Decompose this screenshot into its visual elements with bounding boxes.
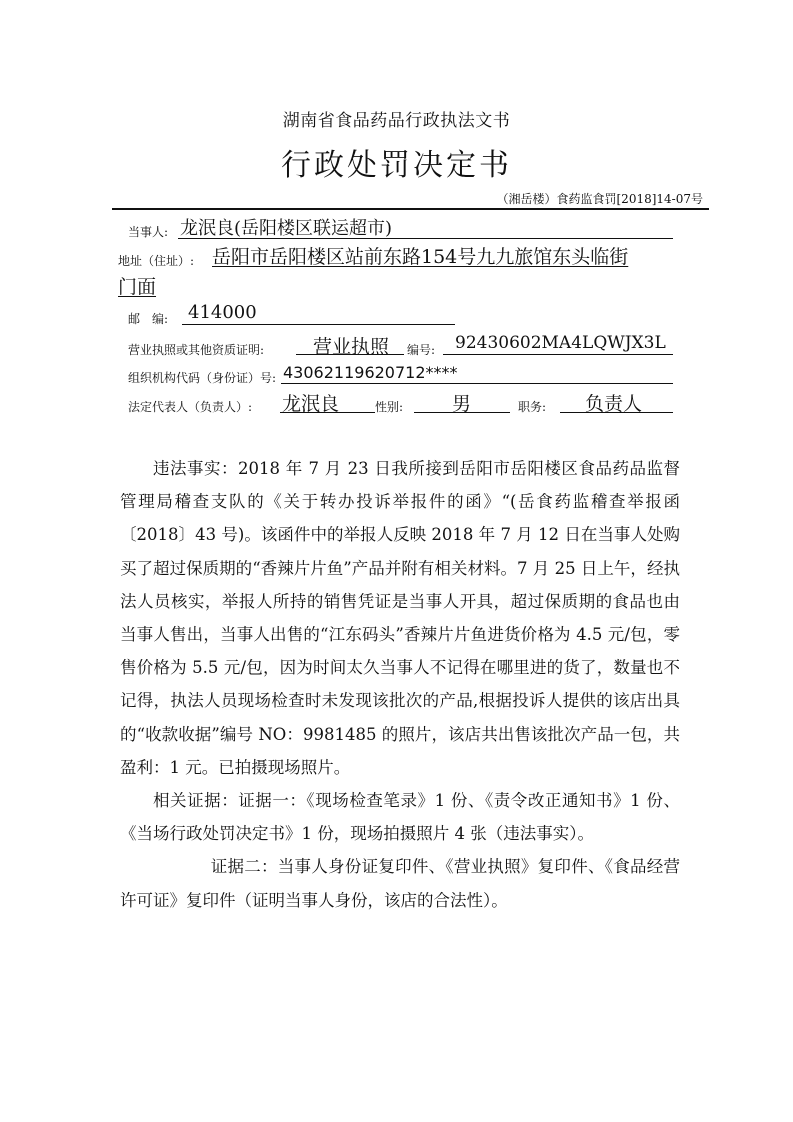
evidence-1-paragraph: 相关证据：证据一：《现场检查笔录》1 份、《责令改正通知书》1 份、《当场行政处罚决定书》1 份，现场拍摄照片 4 张（违法事实）。 xyxy=(120,791,680,844)
party-label: 当事人: xyxy=(128,225,169,239)
rep-underline xyxy=(280,412,375,413)
license-label: 营业执照或其他资质证明: xyxy=(128,343,265,357)
org-code-value: 43062119620712**** xyxy=(283,363,458,382)
evidence-2-paragraph: 证据二：当事人身份证复印件、《营业执照》复印件、《食品经营许可证》复印件（证明当事人身份，该店的合法性）。 xyxy=(120,857,680,910)
address-value-line1: 岳阳市岳阳楼区站前东路154号九九旅馆东头临街 xyxy=(212,246,629,268)
rep-value: 龙泯良 xyxy=(282,393,340,415)
illegal-facts-paragraph: 违法事实：2018 年 7 月 23 日我所接到岳阳市岳阳楼区食品药品监督管理局稽查支队的《关于转办投诉举报件的函》“(岳食药监稽查举报函〔2018〕43 号)。该函件中的举报人反映 2018 年 7 月 12 日在当事人处购买了超过保质期的“香辣片片鱼”产品并附有相关材料。7 月 25 日上午，经执法人员核实，举报人所持的销售凭证是当事人开具，超过保质期的食品也由当事人售出，当事人出售的“江东码头”香辣片片鱼进货价格为 4.5 元/包，零售价格为 5.5 元/包，因为时间太久当事人不记得在哪里进的货了，数量也不记得，执法人员现场检查时未发现该批次的产品,根据投诉人提供的该店出具的“收款收据”编号 NO：9981485 的照片，该店共出售该批次产品一包，共盈利：1 元。已拍摄现场照片。 xyxy=(120,459,680,777)
postcode-label: 邮 编: xyxy=(128,312,169,326)
decision-body xyxy=(120,452,680,917)
rep-label: 法定代表人（负责人）: xyxy=(128,400,253,414)
gender-value: 男 xyxy=(452,393,472,415)
postcode-underline xyxy=(182,324,455,325)
license-value: 营业执照 xyxy=(313,336,390,358)
document-title: 行政处罚决定书 xyxy=(281,148,512,183)
address-label: 地址（住址）: xyxy=(118,254,195,268)
party-underline xyxy=(178,238,673,239)
header-divider xyxy=(112,208,709,210)
party-value: 龙泯良(岳阳楼区联运超市) xyxy=(180,218,393,239)
license-underline xyxy=(296,354,404,355)
gender-label: 性别: xyxy=(375,400,404,414)
document-number: （湘岳楼）食药监食罚[2018]14-07号 xyxy=(496,192,703,206)
gender-underline xyxy=(414,412,510,413)
position-underline xyxy=(560,412,673,413)
license-no-underline xyxy=(443,354,673,355)
position-label: 职务: xyxy=(518,400,547,414)
position-value: 负责人 xyxy=(585,393,643,415)
license-no-label: 编号: xyxy=(407,343,436,357)
license-no-value: 92430602MA4LQWJX3L xyxy=(455,333,666,353)
org-code-underline xyxy=(281,383,673,384)
address-value-line2: 门面 xyxy=(118,276,157,298)
agency-heading: 湖南省食品药品行政执法文书 xyxy=(282,111,511,131)
postcode-value: 414000 xyxy=(188,302,257,323)
org-code-label: 组织机构代码（身份证）号: xyxy=(128,371,277,385)
